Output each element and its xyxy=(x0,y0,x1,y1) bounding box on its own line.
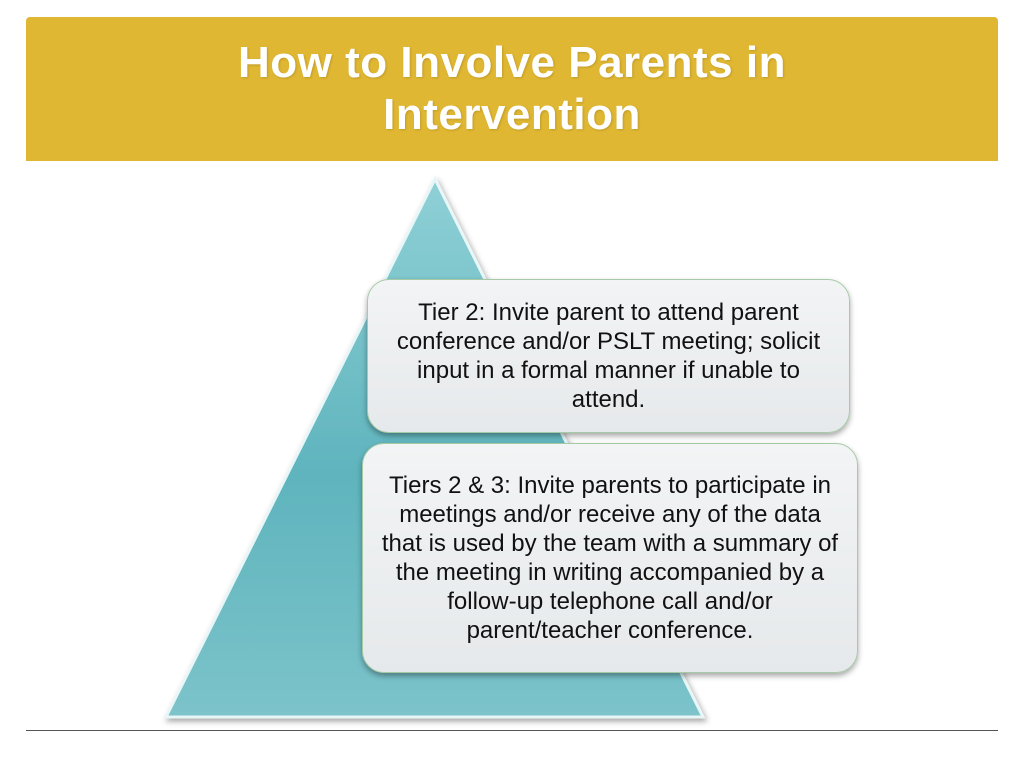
tier-2-text: Tier 2: Invite parent to attend parent conference and/or PSLT meeting; solicit input in a formal manner if unable to attend. xyxy=(396,299,821,413)
footer-divider xyxy=(26,730,998,731)
tiers-2-3-box xyxy=(362,443,858,673)
tiers-2-3-text: Tiers 2 & 3: Invite parents to participate in meetings and/or receive any of the data that is used by the team with a summary of the meeting in writing accompanied by a follow-up telephone call and/or parent/teacher conference. xyxy=(381,472,839,644)
slide-title-line-1: How to Involve Parents in xyxy=(238,38,786,87)
tier-2-box xyxy=(367,279,850,433)
slide-title-line-2: Intervention xyxy=(383,90,641,139)
